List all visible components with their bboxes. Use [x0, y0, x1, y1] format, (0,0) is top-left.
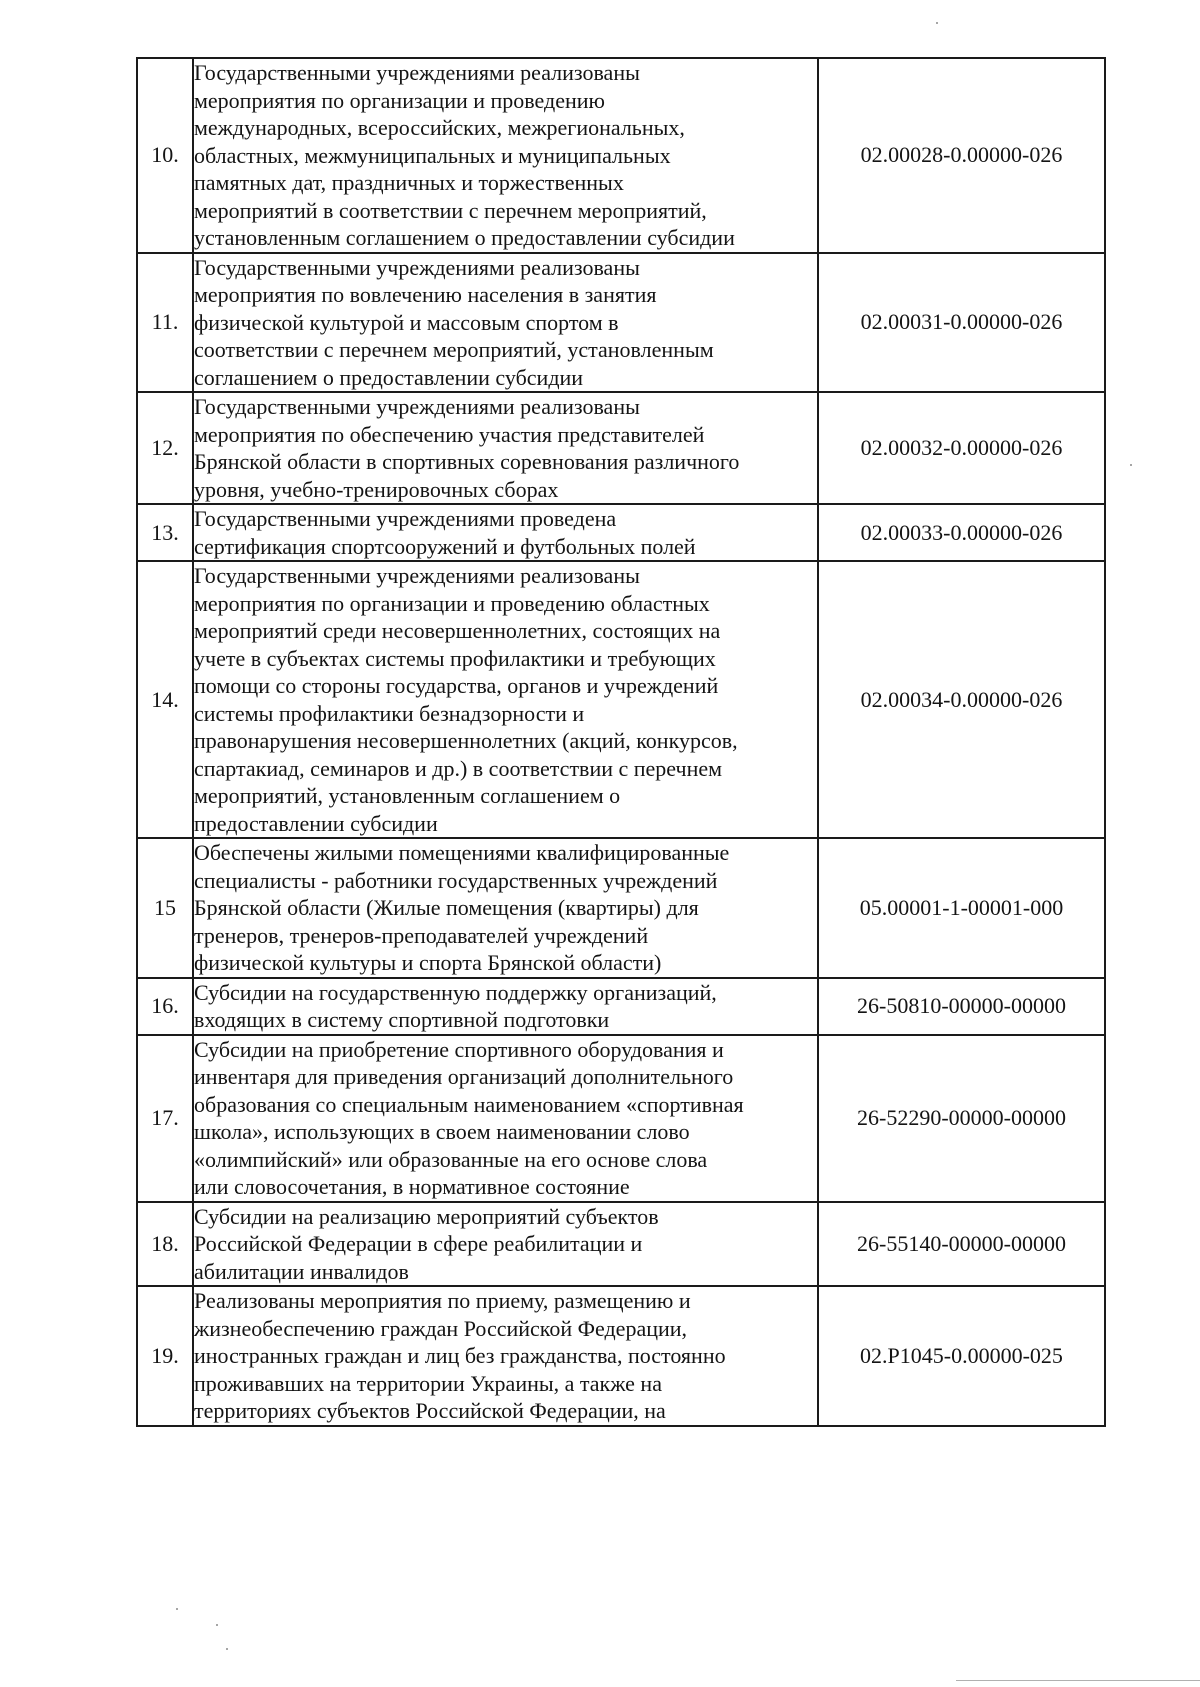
description-line: иностранных граждан и лиц без гражданства, постоянно — [194, 1343, 726, 1368]
row-code: 26-52290-00000-00000 — [818, 1035, 1105, 1202]
description-line: областных, межмуниципальных и муниципальных — [194, 142, 671, 168]
description-line: «олимпийский» или образованные на его основе слова — [194, 1146, 708, 1172]
row-code: 26-50810-00000-00000 — [818, 978, 1105, 1035]
row-code: 02.00034-0.00000-026 — [818, 561, 1105, 838]
row-description — [193, 392, 818, 504]
description-line: Государственными учреждениями проведена — [194, 506, 617, 531]
table-row — [137, 253, 1105, 393]
row-number: 16. — [137, 978, 193, 1035]
table-row — [137, 58, 1105, 253]
row-description — [193, 838, 818, 978]
description-line: учете в субъектах системы профилактики и требующих — [194, 645, 716, 671]
row-number: 15 — [137, 838, 193, 978]
row-description — [193, 253, 818, 393]
description-line: системы профилактики безнадзорности и — [194, 700, 585, 726]
description-line: входящих в систему спортивной подготовки — [194, 1007, 610, 1032]
description-line: Российской Федерации в сфере реабилитации и — [194, 1231, 643, 1256]
description-line: или словосочетания, в нормативное состояние — [194, 1174, 630, 1199]
description-line: мероприятий, установленным соглашением о — [194, 783, 621, 808]
description-line: Реализованы мероприятия по приему, размещению и — [194, 1288, 691, 1313]
description-line: мероприятий среди несовершеннолетних, состоящих на — [194, 618, 721, 643]
description-line: Государственными учреждениями реализованы — [194, 563, 640, 588]
row-description — [193, 561, 818, 838]
description-line: установленным соглашением о предоставлении субсидии — [194, 225, 735, 250]
row-number: 14. — [137, 561, 193, 838]
table-row — [137, 561, 1105, 838]
description-line: жизнеобеспечению граждан Российской Федерации, — [194, 1315, 688, 1341]
description-line: предоставлении субсидии — [194, 810, 438, 836]
row-number: 18. — [137, 1202, 193, 1287]
row-code: 02.Р1045-0.00000-025 — [818, 1286, 1105, 1426]
description-line: Государственными учреждениями реализованы — [194, 254, 640, 280]
row-description — [193, 978, 818, 1035]
description-line: Субсидии на приобретение спортивного оборудования и — [194, 1036, 724, 1062]
row-code: 02.00028-0.00000-026 — [818, 58, 1105, 253]
description-line: Брянской области в спортивных соревнования различного — [194, 449, 740, 474]
table-row — [137, 1202, 1105, 1287]
description-line: физической культурой и массовым спортом в — [194, 309, 619, 335]
row-code: 02.00033-0.00000-026 — [818, 504, 1105, 561]
table-row — [137, 838, 1105, 978]
description-line: помощи со стороны государства, органов и учреждений — [194, 673, 719, 698]
description-line: абилитации инвалидов — [194, 1258, 409, 1284]
scan-speck — [176, 1608, 178, 1610]
table-body — [137, 58, 1105, 1426]
description-line: памятных дат, праздничных и торжественных — [194, 170, 624, 195]
row-description — [193, 504, 818, 561]
description-line: Субсидии на реализацию мероприятий субъектов — [194, 1203, 659, 1229]
row-code: 02.00032-0.00000-026 — [818, 392, 1105, 504]
description-line: уровня, учебно-тренировочных сборах — [194, 476, 559, 502]
scan-speck — [216, 1624, 218, 1626]
row-number: 10. — [137, 58, 193, 253]
description-line: проживавших на территории Украины, а также на — [194, 1370, 662, 1396]
scan-speck — [226, 1648, 228, 1650]
description-line: школа», использующих в своем наименовании слово — [194, 1119, 690, 1144]
description-line: правонарушения несовершеннолетних (акций, конкурсов, — [194, 728, 738, 753]
table-row — [137, 1035, 1105, 1202]
description-line: Государственными учреждениями реализованы — [194, 394, 640, 419]
subsidy-code-table — [136, 57, 1106, 1427]
description-line: Обеспечены жилыми помещениями квалифицированные — [194, 840, 730, 865]
row-number: 11. — [137, 253, 193, 393]
description-line: Брянской области (Жилые помещения (квартиры) для — [194, 895, 699, 920]
table-row — [137, 504, 1105, 561]
description-line: мероприятия по организации и проведению — [194, 87, 605, 113]
description-line: мероприятий в соответствии с перечнем мероприятий, — [194, 197, 707, 223]
description-line: мероприятия по обеспечению участия представителей — [194, 421, 705, 447]
description-line: Субсидии на государственную поддержку организаций, — [194, 979, 717, 1005]
row-description — [193, 1202, 818, 1287]
description-line: инвентаря для приведения организаций дополнительного — [194, 1064, 734, 1089]
table-row — [137, 392, 1105, 504]
description-line: соглашением о предоставлении субсидии — [194, 364, 584, 390]
description-line: территориях субъектов Российской Федерации, на — [194, 1398, 666, 1423]
row-description — [193, 58, 818, 253]
table-row — [137, 978, 1105, 1035]
table-row — [137, 1286, 1105, 1426]
row-description — [193, 1286, 818, 1426]
description-line: соответствии с перечнем мероприятий, установленным — [194, 337, 714, 362]
row-code: 26-55140-00000-00000 — [818, 1202, 1105, 1287]
description-line: сертификация спортсооружений и футбольных полей — [194, 533, 696, 559]
row-code: 05.00001-1-00001-000 — [818, 838, 1105, 978]
description-line: физической культуры и спорта Брянской области) — [194, 950, 662, 975]
scan-edge-line — [956, 1680, 1200, 1681]
description-line: спартакиад, семинаров и др.) в соответствии с перечнем — [194, 755, 723, 781]
row-number: 17. — [137, 1035, 193, 1202]
row-number: 19. — [137, 1286, 193, 1426]
description-line: тренеров, тренеров-преподавателей учреждений — [194, 922, 649, 948]
description-line: образования со специальным наименованием «спортивная — [194, 1091, 744, 1117]
row-number: 13. — [137, 504, 193, 561]
description-line: международных, всероссийских, межрегиональных, — [194, 115, 685, 140]
description-line: мероприятия по организации и проведению областных — [194, 590, 710, 616]
scan-speck — [936, 22, 938, 24]
description-line: Государственными учреждениями реализованы — [194, 60, 640, 85]
description-line: специалисты - работники государственных учреждений — [194, 867, 718, 893]
row-description — [193, 1035, 818, 1202]
scan-speck — [1130, 464, 1132, 466]
row-number: 12. — [137, 392, 193, 504]
description-line: мероприятия по вовлечению населения в занятия — [194, 282, 657, 307]
row-code: 02.00031-0.00000-026 — [818, 253, 1105, 393]
